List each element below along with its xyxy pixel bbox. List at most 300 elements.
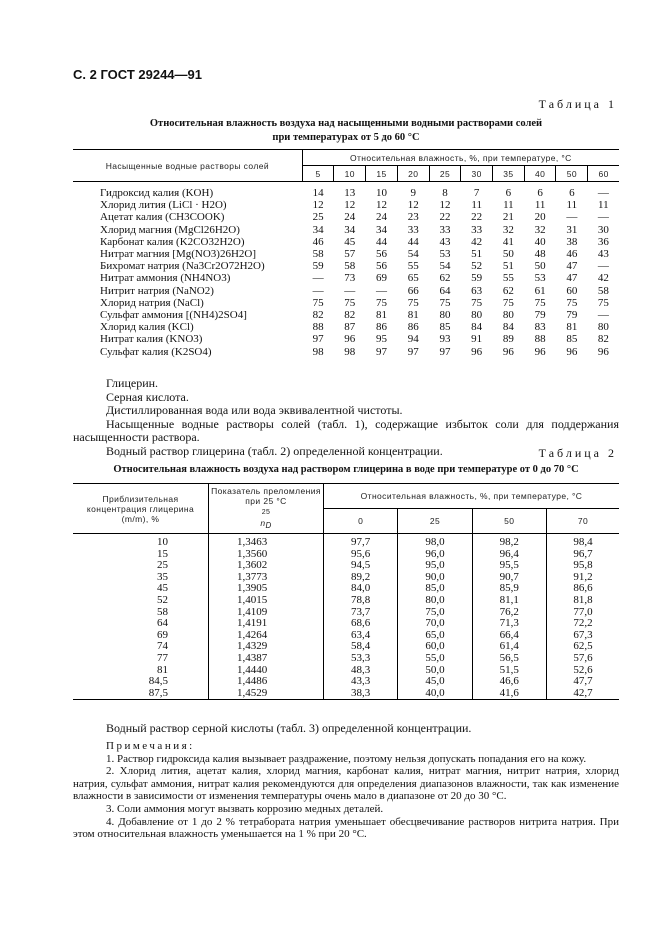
- humidity-cell: 61,4: [472, 641, 546, 653]
- table2-temp-header: 70: [546, 509, 619, 534]
- humidity-cell: 95,5: [472, 560, 546, 572]
- refractive-index-cell: 1,4387: [209, 653, 324, 665]
- refractive-index-cell: 1,3773: [209, 572, 324, 584]
- humidity-cell: 23: [407, 211, 419, 224]
- humidity-cell: 62: [439, 272, 451, 285]
- humidity-cell: 50,0: [398, 665, 472, 677]
- humidity-cell: 62: [502, 284, 514, 297]
- table1-temp-header: 40: [524, 166, 556, 182]
- table-row: [73, 595, 619, 607]
- humidity-cell: 7: [473, 187, 480, 199]
- humidity-cell: 96,0: [398, 549, 472, 561]
- humidity-cell: 75: [566, 296, 578, 309]
- humidity-cell: 53: [439, 248, 451, 261]
- humidity-cell: 52: [471, 260, 483, 273]
- humidity-cell: 82: [312, 309, 324, 322]
- humidity-cell: 53: [534, 272, 546, 285]
- humidity-cell: 60: [566, 284, 578, 297]
- humidity-cell: 40: [534, 235, 546, 248]
- humidity-cell: 41,6: [472, 688, 546, 700]
- table2-temp-header: 0: [324, 509, 398, 534]
- humidity-cell: 24: [376, 211, 388, 224]
- humidity-cell: 20: [534, 211, 546, 224]
- humidity-cell: 47: [566, 260, 578, 273]
- humidity-cell: 33: [407, 223, 419, 236]
- humidity-cell: 46,6: [472, 676, 546, 688]
- concentration-cell: 81: [157, 663, 168, 676]
- humidity-cell: 6: [505, 187, 512, 199]
- humidity-cell: 70,0: [398, 618, 472, 630]
- humidity-cell: 78,8: [324, 595, 398, 607]
- table-row: [73, 560, 619, 572]
- humidity-cell: 51: [471, 248, 483, 261]
- humidity-cell: 45,0: [398, 676, 472, 688]
- humidity-cell: 97: [376, 345, 388, 358]
- humidity-cell: 96: [471, 345, 483, 358]
- humidity-cell: 50: [502, 248, 514, 261]
- humidity-cell: 73: [344, 272, 356, 285]
- humidity-cell: 82: [344, 309, 356, 322]
- humidity-cell: 75: [502, 296, 514, 309]
- note-1: 1. Раствор гидроксида калия вызывает раздражение, поэтому нельзя допускать попадания его на кожу.: [106, 752, 587, 765]
- table-row: [73, 549, 619, 561]
- table2: [73, 483, 619, 700]
- humidity-cell: 45: [344, 235, 356, 248]
- humidity-cell: 6: [569, 187, 575, 199]
- humidity-cell: 11: [503, 199, 514, 212]
- humidity-cell: 42,7: [546, 688, 619, 700]
- salt-name: Нитрат аммония (NH4NO3): [100, 272, 231, 285]
- humidity-cell: 96: [534, 345, 546, 358]
- humidity-cell: 75: [407, 296, 419, 309]
- salt-name: Нитрит натрия (NaNO2): [100, 284, 214, 297]
- humidity-cell: 84,0: [324, 583, 398, 595]
- humidity-cell: 55,0: [398, 653, 472, 665]
- humidity-cell: 96: [597, 345, 609, 358]
- humidity-cell: 41: [502, 235, 514, 248]
- humidity-cell: 30: [597, 223, 609, 236]
- humidity-cell: —: [597, 211, 609, 224]
- concentration-cell: 87,5: [73, 688, 209, 700]
- humidity-cell: 85,9: [472, 583, 546, 595]
- para-water: Дистиллированная вода или вода эквивалентной чистоты.: [106, 403, 403, 417]
- humidity-cell: 63,4: [324, 630, 398, 642]
- humidity-cell: 31: [566, 223, 578, 236]
- humidity-cell: 44: [407, 235, 419, 248]
- humidity-cell: —: [312, 272, 324, 285]
- humidity-cell: 57,6: [546, 653, 619, 665]
- humidity-cell: 40,0: [398, 688, 472, 700]
- note-4: 4. Добавление от 1 до 2 % тетрабората натрия уменьшает обесцвечивание растворов нитрита натрия. При этом относительная влажность уменьшается на 1 % при 20 °С.: [73, 815, 619, 841]
- table-row: [73, 321, 619, 333]
- notes: [73, 740, 619, 841]
- humidity-cell: 34: [312, 223, 324, 236]
- table-row: [73, 260, 619, 272]
- table2-col-group: Относительная влажность, %, при температуре, °С: [324, 484, 620, 509]
- humidity-cell: 32: [534, 223, 546, 236]
- salt-name: Нитрат магния [Mg(NO3)26H2O]: [100, 248, 256, 261]
- humidity-cell: 85: [566, 333, 578, 346]
- humidity-cell: 21: [502, 211, 514, 224]
- humidity-cell: —: [344, 284, 356, 297]
- humidity-cell: 65: [407, 272, 419, 285]
- salt-name: Хлорид магния (MgCl26H2O): [100, 223, 240, 236]
- humidity-cell: 71,3: [472, 618, 546, 630]
- para-glycerin: Глицерин.: [106, 376, 159, 390]
- humidity-cell: 63: [471, 284, 483, 297]
- humidity-cell: 85: [439, 321, 451, 334]
- humidity-cell: 8: [442, 187, 448, 199]
- humidity-cell: 97: [407, 345, 419, 358]
- humidity-cell: 82: [597, 333, 609, 346]
- humidity-cell: 34: [344, 223, 356, 236]
- humidity-cell: 80: [439, 309, 451, 322]
- humidity-cell: 48,3: [324, 665, 398, 677]
- table1: [73, 149, 619, 358]
- refractive-index-cell: 1,3463: [209, 534, 324, 549]
- notes-heading: Примечания:: [106, 740, 195, 752]
- humidity-cell: 54: [439, 260, 451, 273]
- humidity-cell: 95,8: [546, 560, 619, 572]
- humidity-cell: 98,2: [472, 534, 546, 549]
- humidity-cell: 51: [502, 260, 514, 273]
- humidity-cell: 72,2: [546, 618, 619, 630]
- humidity-cell: 77,0: [546, 607, 619, 619]
- humidity-cell: 95,6: [324, 549, 398, 561]
- humidity-cell: 86: [376, 321, 388, 334]
- humidity-cell: 90,0: [398, 572, 472, 584]
- humidity-cell: 95,0: [398, 560, 472, 572]
- humidity-cell: 84: [471, 321, 483, 334]
- table-row: [73, 630, 619, 642]
- humidity-cell: 55: [502, 272, 514, 285]
- humidity-cell: 98,4: [546, 534, 619, 549]
- humidity-cell: 68,6: [324, 618, 398, 630]
- humidity-cell: 11: [471, 199, 482, 212]
- humidity-cell: 79: [566, 309, 578, 322]
- para-salt-solutions: Насыщенные водные растворы солей (табл. 1), содержащие избыток соли для поддержания насыщенности раствора.: [73, 416, 619, 444]
- concentration-cell: 84,5: [148, 675, 168, 688]
- humidity-cell: 94: [407, 333, 419, 346]
- humidity-cell: 55: [407, 260, 419, 273]
- humidity-cell: 12: [407, 199, 419, 212]
- humidity-cell: 46: [312, 235, 324, 248]
- humidity-cell: 81: [407, 309, 419, 322]
- salt-name: Нитрат калия (KNO3): [100, 333, 203, 346]
- concentration-cell: 74: [157, 640, 168, 653]
- humidity-cell: 33: [439, 223, 451, 236]
- para-glycerin-solution: Водный раствор глицерина (табл. 2) определенной концентрации.: [106, 443, 443, 458]
- humidity-cell: 36: [597, 235, 609, 248]
- salt-name: Бихромат натрия (Na3Cr2O72H2O): [100, 260, 265, 273]
- concentration-cell: 25: [157, 559, 168, 572]
- humidity-cell: —: [312, 284, 324, 297]
- table-row: [73, 199, 619, 211]
- humidity-cell: —: [597, 309, 609, 322]
- humidity-cell: —: [597, 260, 609, 273]
- humidity-cell: 59: [471, 272, 483, 285]
- humidity-cell: 93: [439, 333, 451, 346]
- table1-temp-header: 50: [556, 166, 588, 182]
- humidity-cell: 58: [597, 284, 609, 297]
- concentration-cell: 10: [157, 536, 168, 548]
- humidity-cell: 12: [376, 199, 388, 212]
- humidity-cell: 66,4: [472, 630, 546, 642]
- salt-name: Сульфат калия (K2SO4): [100, 345, 212, 358]
- humidity-cell: 97: [439, 345, 451, 358]
- table-row: [73, 297, 619, 309]
- salt-name: Сульфат аммония [(NH4)2SO4]: [100, 309, 247, 322]
- body-paragraphs: [73, 377, 619, 458]
- humidity-cell: 22: [471, 211, 483, 224]
- humidity-cell: 96: [502, 345, 514, 358]
- humidity-cell: 11: [534, 199, 546, 212]
- table-row: [73, 285, 619, 297]
- refractive-index-cell: 1,3905: [209, 583, 324, 595]
- humidity-cell: 84: [502, 321, 514, 334]
- para-sulfuric-solution: Водный раствор серной кислоты (табл. 3) определенной концентрации.: [106, 721, 472, 735]
- table1-title-line2: при температурах от 5 до 60 °С: [272, 132, 420, 143]
- humidity-cell: 98,0: [398, 534, 472, 549]
- table-row: [73, 572, 619, 584]
- table2-col-conc: Приблизительная концентрация глицерина (m/m), %: [73, 484, 209, 534]
- salt-name: Хлорид натрия (NaCl): [100, 296, 204, 309]
- page-header: С. 2 ГОСТ 29244—91: [73, 67, 202, 82]
- refractive-index-cell: 1,4486: [209, 676, 324, 688]
- salt-name: Ацетат калия (CH3COOK): [100, 211, 225, 224]
- table-row: [73, 236, 619, 248]
- humidity-cell: 96: [344, 333, 356, 346]
- humidity-cell: 47: [566, 272, 578, 285]
- humidity-cell: 12: [312, 199, 324, 212]
- humidity-cell: 14: [312, 187, 324, 199]
- humidity-cell: 75: [597, 296, 609, 309]
- humidity-cell: 44: [376, 235, 388, 248]
- table2-temp-header: 50: [472, 509, 546, 534]
- table1-temp-header: 5: [302, 166, 334, 182]
- table1-temp-header: 60: [588, 166, 619, 182]
- humidity-cell: —: [376, 284, 388, 297]
- table-row: [73, 607, 619, 619]
- humidity-cell: 43: [439, 235, 451, 248]
- humidity-cell: 51,5: [472, 665, 546, 677]
- humidity-cell: 96,7: [546, 549, 619, 561]
- concentration-cell: 69: [157, 628, 168, 641]
- table-row: [73, 534, 619, 549]
- table1-title: [73, 117, 619, 145]
- humidity-cell: 95: [376, 333, 388, 346]
- humidity-cell: 53,3: [324, 653, 398, 665]
- table-row: [73, 653, 619, 665]
- humidity-cell: 56: [376, 248, 388, 261]
- humidity-cell: 61: [534, 284, 546, 297]
- table-row: [73, 333, 619, 345]
- table-row: [73, 618, 619, 630]
- humidity-cell: 13: [344, 187, 356, 199]
- humidity-cell: 75: [344, 296, 356, 309]
- humidity-cell: 65,0: [398, 630, 472, 642]
- humidity-cell: 58: [312, 248, 324, 261]
- table2-title: Относительная влажность воздуха над раствором глицерина в воде при температуре от 0 до 70 °С: [113, 464, 579, 475]
- humidity-cell: 85,0: [398, 583, 472, 595]
- humidity-cell: 97: [312, 333, 324, 346]
- humidity-cell: 46: [566, 248, 578, 261]
- table-row: [73, 248, 619, 260]
- humidity-cell: 12: [344, 199, 356, 212]
- refractive-index-cell: 1,3560: [209, 549, 324, 561]
- refractive-index-cell: 1,4329: [209, 641, 324, 653]
- humidity-cell: 56: [376, 260, 388, 273]
- table-row: [73, 211, 619, 223]
- concentration-cell: 77: [157, 651, 168, 664]
- humidity-cell: 86,6: [546, 583, 619, 595]
- humidity-cell: 88: [534, 333, 546, 346]
- humidity-cell: 38: [566, 235, 578, 248]
- concentration-cell: 15: [157, 547, 168, 560]
- humidity-cell: 58,4: [324, 641, 398, 653]
- table2-label: Таблица 2: [538, 446, 617, 460]
- humidity-cell: 25: [312, 211, 324, 224]
- salt-name: Карбонат калия (K2CO32H2O): [100, 235, 245, 248]
- humidity-cell: 48: [534, 248, 546, 261]
- humidity-cell: 80: [597, 321, 609, 334]
- humidity-cell: 91,2: [546, 572, 619, 584]
- humidity-cell: 86: [407, 321, 419, 334]
- table1-col-group: Относительная влажность, %, при температуре, °С: [302, 150, 619, 166]
- humidity-cell: 60,0: [398, 641, 472, 653]
- humidity-cell: 73,7: [324, 607, 398, 619]
- humidity-cell: 89: [502, 333, 514, 346]
- table-row: [73, 583, 619, 595]
- humidity-cell: 80,0: [398, 595, 472, 607]
- para-sulfuric-acid: Серная кислота.: [106, 389, 189, 404]
- humidity-cell: 42: [597, 272, 609, 285]
- humidity-cell: 34: [376, 223, 388, 236]
- humidity-cell: 42: [471, 235, 483, 248]
- humidity-cell: 81: [566, 321, 578, 334]
- humidity-cell: 76,2: [472, 607, 546, 619]
- concentration-cell: 58: [157, 605, 168, 618]
- humidity-cell: —: [566, 211, 578, 224]
- humidity-cell: 97,7: [324, 534, 398, 549]
- humidity-cell: 6: [537, 187, 543, 199]
- refractive-index-cell: 1,4109: [209, 607, 324, 619]
- salt-name: Хлорид калия (KCl): [100, 321, 194, 334]
- humidity-cell: 9: [410, 187, 416, 199]
- table1-label: Таблица 1: [538, 97, 617, 111]
- humidity-cell: 80: [471, 309, 483, 322]
- table2-temp-header: 25: [398, 509, 472, 534]
- concentration-cell: 45: [157, 582, 168, 595]
- humidity-cell: 33: [471, 223, 483, 236]
- humidity-cell: 56,5: [472, 653, 546, 665]
- table1-temp-header: 15: [366, 166, 398, 182]
- humidity-cell: 50: [534, 260, 546, 273]
- refractive-index-cell: 1,3602: [209, 560, 324, 572]
- refractive-index-cell: 1,4191: [209, 618, 324, 630]
- humidity-cell: 62,5: [546, 641, 619, 653]
- humidity-cell: 98: [312, 345, 324, 358]
- humidity-cell: 59: [312, 260, 324, 273]
- humidity-cell: 12: [439, 199, 451, 212]
- table-row: [73, 346, 619, 358]
- table-row: [73, 688, 619, 700]
- humidity-cell: 75: [439, 296, 451, 309]
- humidity-cell: 75,0: [398, 607, 472, 619]
- concentration-cell: 52: [157, 593, 168, 606]
- humidity-cell: 80: [502, 309, 514, 322]
- humidity-cell: 87: [344, 321, 356, 334]
- humidity-cell: 57: [344, 248, 356, 261]
- table1-temp-header: 25: [429, 166, 461, 182]
- humidity-cell: 83: [534, 321, 546, 334]
- table1-temp-header: 30: [461, 166, 493, 182]
- table1-temp-header: 20: [397, 166, 429, 182]
- note-3: 3. Соли аммония могут вызвать коррозию медных деталей.: [106, 802, 384, 815]
- humidity-cell: 96: [566, 345, 578, 358]
- humidity-cell: 67,3: [546, 630, 619, 642]
- table1-temp-header: 35: [493, 166, 525, 182]
- humidity-cell: 75: [376, 296, 388, 309]
- refractive-index-cell: 1,4264: [209, 630, 324, 642]
- refractive-index-cell: 1,4529: [209, 688, 324, 700]
- humidity-cell: 54: [407, 248, 419, 261]
- humidity-cell: 58: [344, 260, 356, 273]
- humidity-cell: 11: [598, 199, 609, 212]
- humidity-cell: 69: [376, 272, 388, 285]
- humidity-cell: 10: [376, 187, 388, 199]
- table-row: [73, 182, 619, 200]
- humidity-cell: 47,7: [546, 676, 619, 688]
- note-2: 2. Хлорид лития, ацетат калия, хлорид магния, карбонат калия, нитрат магния, нитрит натрия, хлорид натрия, сульфат аммония, нитрат калия рекомендуются для определения диапазонов влажности, так как изменение влажности в зависимости от изменения температуры очень мало в диапазоне от 20 до 30 °С.: [73, 765, 619, 803]
- table1-temp-header: 10: [334, 166, 366, 182]
- humidity-cell: 24: [344, 211, 356, 224]
- humidity-cell: 98: [344, 345, 356, 358]
- humidity-cell: 43,3: [324, 676, 398, 688]
- humidity-cell: 38,3: [324, 688, 398, 700]
- table-row: [73, 272, 619, 284]
- table2-col-ri: Показатель преломления при 25 °С 25 nD: [209, 484, 324, 534]
- table-row: [73, 641, 619, 653]
- humidity-cell: 52,6: [546, 665, 619, 677]
- humidity-cell: 75: [471, 296, 483, 309]
- table-row: [73, 224, 619, 236]
- humidity-cell: 90,7: [472, 572, 546, 584]
- humidity-cell: 79: [534, 309, 546, 322]
- humidity-cell: 96,4: [472, 549, 546, 561]
- refractive-index-cell: 1,4440: [209, 665, 324, 677]
- humidity-cell: 75: [534, 296, 546, 309]
- humidity-cell: 75: [312, 296, 324, 309]
- salt-name: Хлорид лития (LiCl · H2O): [100, 199, 227, 212]
- humidity-cell: 88: [312, 321, 324, 334]
- humidity-cell: 94,5: [324, 560, 398, 572]
- table-row: [73, 676, 619, 688]
- humidity-cell: 32: [502, 223, 514, 236]
- concentration-cell: 64: [157, 617, 168, 630]
- humidity-cell: 91: [471, 333, 483, 346]
- table1-col-name: Насыщенные водные растворы солей: [73, 150, 302, 182]
- concentration-cell: 35: [157, 570, 168, 583]
- humidity-cell: 81: [376, 309, 388, 322]
- humidity-cell: 64: [439, 284, 451, 297]
- table1-title-line1: Относительная влажность воздуха над насыщенными водными растворами солей: [149, 118, 543, 129]
- humidity-cell: 43: [597, 248, 609, 261]
- humidity-cell: 89,2: [324, 572, 398, 584]
- humidity-cell: 66: [407, 284, 419, 297]
- humidity-cell: —: [597, 187, 609, 199]
- salt-name: Гидроксид калия (KOH): [100, 187, 214, 199]
